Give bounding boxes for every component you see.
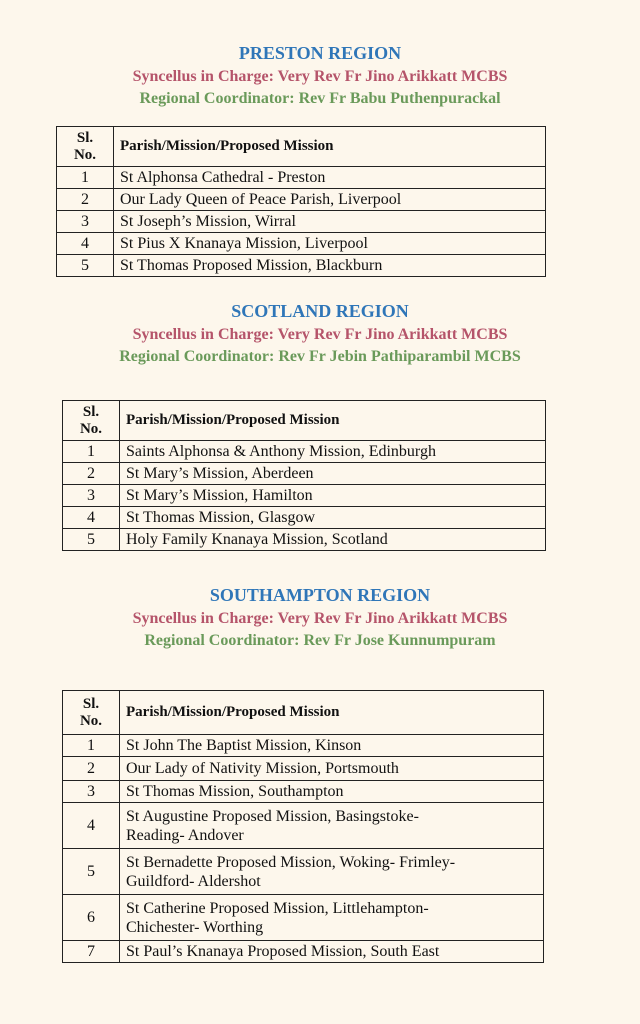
table-row	[63, 463, 546, 485]
row-number: 5	[57, 255, 114, 277]
row-number: 4	[57, 233, 114, 255]
row-name: St Mary’s Mission, Aberdeen	[120, 463, 546, 485]
row-name: St John The Baptist Mission, Kinson	[120, 735, 544, 757]
row-number: 1	[57, 167, 114, 189]
syncellus-line: Syncellus in Charge: Very Rev Fr Jino Arikkatt MCBS	[132, 326, 508, 343]
row-number: 5	[63, 529, 120, 551]
table-row	[57, 255, 546, 277]
table-row	[63, 803, 544, 849]
row-number: 3	[57, 211, 114, 233]
row-number: 3	[63, 781, 120, 803]
coordinator-line: Regional Coordinator: Rev Fr Jose Kunnumpuram	[144, 632, 496, 649]
row-number: 2	[63, 757, 120, 781]
row-number: 6	[63, 895, 120, 941]
table-header-row	[63, 401, 546, 441]
sl-no-header: Sl. No.	[57, 127, 114, 167]
row-name: St Joseph’s Mission, Wirral	[114, 211, 546, 233]
row-name: Saints Alphonsa & Anthony Mission, Edinburgh	[120, 441, 546, 463]
row-number: 4	[63, 507, 120, 529]
parish-header: Parish/Mission/Proposed Mission	[120, 401, 546, 441]
preston-region-header	[0, 42, 640, 110]
southampton-table	[62, 690, 544, 963]
scotland-table	[62, 400, 546, 551]
table-row	[63, 507, 546, 529]
row-number: 4	[63, 803, 120, 849]
row-name: St Paul’s Knanaya Proposed Mission, South East	[120, 941, 544, 963]
table-header-row	[57, 127, 546, 167]
coordinator-line: Regional Coordinator: Rev Fr Babu Puthenpurackal	[139, 90, 501, 107]
row-number: 1	[63, 441, 120, 463]
region-title: SOUTHAMPTON REGION	[209, 585, 431, 605]
table-row	[63, 529, 546, 551]
table-row	[63, 485, 546, 507]
parish-header: Parish/Mission/Proposed Mission	[120, 691, 544, 735]
row-number: 2	[57, 189, 114, 211]
row-name: St Thomas Mission, Glasgow	[120, 507, 546, 529]
table-row	[63, 895, 544, 941]
table-row	[63, 441, 546, 463]
table-row	[57, 211, 546, 233]
row-name: St Augustine Proposed Mission, Basingstoke- Reading- Andover	[120, 803, 544, 849]
southampton-region-header	[0, 584, 640, 652]
sl-no-header: Sl. No.	[63, 691, 120, 735]
sl-no-header: Sl. No.	[63, 401, 120, 441]
table-row	[57, 189, 546, 211]
region-title: SCOTLAND REGION	[231, 301, 409, 321]
table-row	[63, 941, 544, 963]
table-row	[57, 233, 546, 255]
table-row	[63, 781, 544, 803]
syncellus-line: Syncellus in Charge: Very Rev Fr Jino Arikkatt MCBS	[132, 610, 508, 627]
scotland-region-header	[0, 300, 640, 368]
table-row	[57, 167, 546, 189]
row-number: 1	[63, 735, 120, 757]
row-name: St Thomas Proposed Mission, Blackburn	[114, 255, 546, 277]
row-number: 2	[63, 463, 120, 485]
row-name: Our Lady Queen of Peace Parish, Liverpool	[114, 189, 546, 211]
row-name: Holy Family Knanaya Mission, Scotland	[120, 529, 546, 551]
row-name: St Pius X Knanaya Mission, Liverpool	[114, 233, 546, 255]
table-row	[63, 849, 544, 895]
row-number: 5	[63, 849, 120, 895]
table-header-row	[63, 691, 544, 735]
row-name: St Bernadette Proposed Mission, Woking- Frimley- Guildford- Aldershot	[120, 849, 544, 895]
row-name: St Thomas Mission, Southampton	[120, 781, 544, 803]
coordinator-line: Regional Coordinator: Rev Fr Jebin Pathiparambil MCBS	[119, 348, 521, 365]
region-title: PRESTON REGION	[238, 43, 402, 63]
row-name: St Mary’s Mission, Hamilton	[120, 485, 546, 507]
syncellus-line: Syncellus in Charge: Very Rev Fr Jino Arikkatt MCBS	[132, 68, 508, 85]
row-name: Our Lady of Nativity Mission, Portsmouth	[120, 757, 544, 781]
table-row	[63, 735, 544, 757]
table-row	[63, 757, 544, 781]
row-number: 7	[63, 941, 120, 963]
parish-header: Parish/Mission/Proposed Mission	[114, 127, 546, 167]
row-name: St Catherine Proposed Mission, Littlehampton- Chichester- Worthing	[120, 895, 544, 941]
row-name: St Alphonsa Cathedral - Preston	[114, 167, 546, 189]
row-number: 3	[63, 485, 120, 507]
preston-table	[56, 126, 546, 277]
